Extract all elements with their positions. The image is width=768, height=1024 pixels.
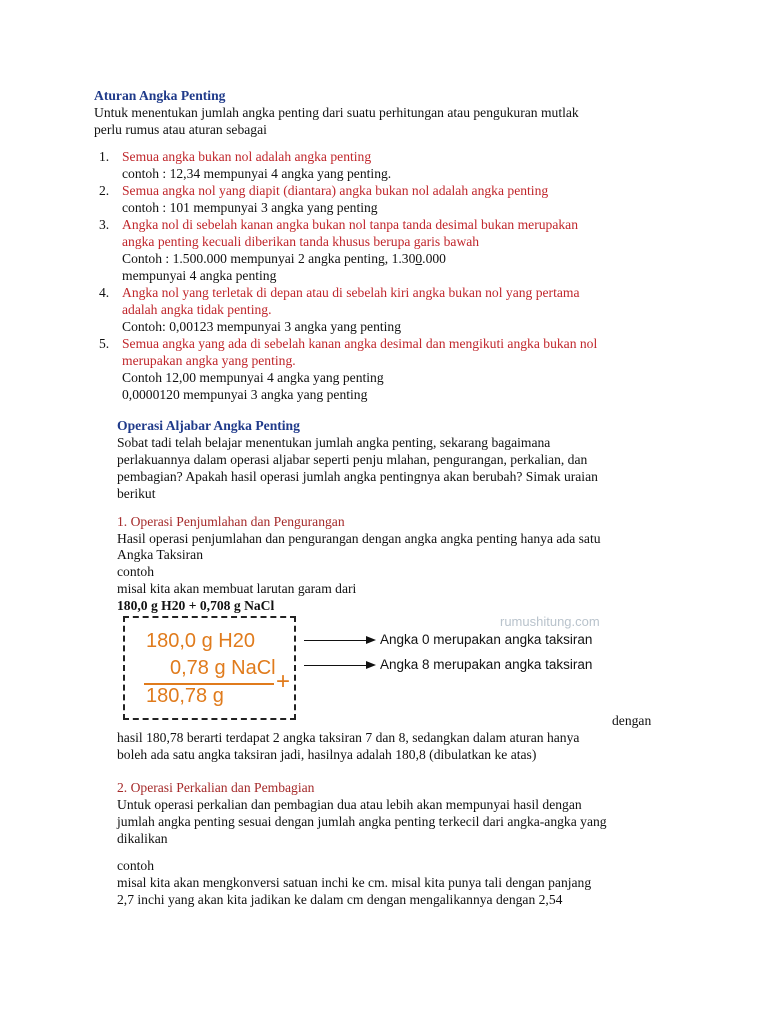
sub2-line: dikalikan [117,831,168,846]
sub2-line: Untuk operasi perkalian dan pembagian dua atau lebih akan mempunyai hasil dengan [117,797,582,812]
intro-line-1: Untuk menentukan jumlah angka penting dari suatu perhitungan atau pengukuran mutlak [94,105,579,120]
sub2-line: misal kita akan mengkonversi satuan inchi ke cm. misal kita punya tali dengan panjang [117,875,592,890]
sub1-after-line: hasil 180,78 berarti terdapat 2 angka taksiran 7 dan 8, sedangkan dalam aturan hanya [117,730,580,745]
rule-example: Contoh 12,00 mempunyai 4 angka yang penting [122,370,384,385]
formula: 180,0 g H20 + 0,708 g NaCl [117,598,275,613]
subsection-title-perkalian: 2. Operasi Perkalian dan Pembagian [117,780,315,795]
arrow-head-1 [366,636,376,644]
after-word: dengan [612,713,652,728]
sub1-after-line: boleh ada satu angka taksiran jadi, hasilnya adalah 180,8 (dibulatkan ke atas) [117,747,537,762]
rule-text: adalah angka tidak penting. [122,302,272,317]
addition-figure [120,614,620,726]
rule-text: merupakan angka yang penting. [122,353,296,368]
rule-number: 5. [99,336,110,351]
plus-sign: + [276,668,291,695]
sub2-line: jumlah angka penting sesuai dengan jumlah angka penting terkecil dari angka-angka yang [117,814,607,829]
rule-example: 0,0000120 mempunyai 3 angka yang penting [122,387,368,402]
rule-example: contoh : 101 mempunyai 3 angka yang penting [122,200,378,215]
sub1-line: Hasil operasi penjumlahan dan pengurangan dengan angka angka penting hanya ada satu [117,531,601,546]
rule-number: 4. [99,285,110,300]
section2-para-line: perlakuannya dalam operasi aljabar seperti penju mlahan, pengurangan, perkalian, dan [117,452,588,467]
figure-row-1: 180,0 g H20 [146,630,255,652]
rule-example [122,250,446,267]
rule-text: Semua angka nol yang diapit (diantara) angka bukan nol adalah angka penting [122,183,549,198]
sub2-line: 2,7 inchi yang akan kita jadikan ke dalam cm dengan mengalikannya dengan 2,54 [117,892,563,907]
rule-number: 2. [99,183,110,198]
figure-row-2: 0,78 g NaCl [170,657,276,679]
rule-text: Semua angka yang ada di sebelah kanan angka desimal dan mengikuti angka bukan nol [122,336,598,351]
section-title-operasi: Operasi Aljabar Angka Penting [117,418,300,433]
rule-example: mempunyai 4 angka penting [122,268,277,283]
sub1-line: contoh [117,564,154,579]
watermark: rumushitung.com [500,614,600,629]
rule-text [122,216,674,233]
section2-para-line: berikut [117,486,156,501]
rule-text: angka penting kecuali diberikan tanda khusus berupa garis bawah [122,234,480,249]
example-part-b: .000 [422,251,446,266]
section2-para-line: pembagian? Apakah hasil operasi jumlah angka pentingnya akan berubah? Simak uraian [117,469,598,484]
sub1-line: Angka Taksiran [117,547,204,562]
rule-text-line: Angka nol di sebelah kanan angka bukan nol tanpa tanda desimal bukan merupakan [122,217,579,232]
section-title-aturan: Aturan Angka Penting [94,88,226,103]
arrow-head-2 [366,661,376,669]
intro-line-2: perlu rumus atau aturan sebagai [94,122,267,137]
figure-label-1: Angka 0 merupakan angka taksiran [380,632,593,647]
sub2-line: contoh [117,858,154,873]
rule-number: 1. [99,149,110,164]
rule-example: contoh : 12,34 mempunyai 4 angka yang penting. [122,166,392,181]
rule-text: Semua angka bukan nol adalah angka penting [122,149,372,164]
subsection-title-penjumlahan: 1. Operasi Penjumlahan dan Pengurangan [117,514,345,529]
arrow-line-1 [304,640,366,641]
example-part-a: Contoh : 1.500.000 mempunyai 2 angka penting, 1.30 [122,251,416,266]
section2-para-line: Sobat tadi telah belajar menentukan jumlah angka penting, sekarang bagaimana [117,435,551,450]
rule-text-justified [122,216,674,233]
rule-text: Angka nol yang terletak di depan atau di sebelah kiri angka bukan nol yang pertama [122,285,580,300]
sub1-line: misal kita akan membuat larutan garam dari [117,581,357,596]
rule-example: Contoh: 0,00123 mempunyai 3 angka yang penting [122,319,402,334]
figure-row-3: 180,78 g [146,685,224,707]
underlined-digit: 0 [415,251,423,266]
arrow-line-2 [304,665,366,666]
figure-label-2: Angka 8 merupakan angka taksiran [380,657,593,672]
rule-number: 3. [99,217,110,232]
